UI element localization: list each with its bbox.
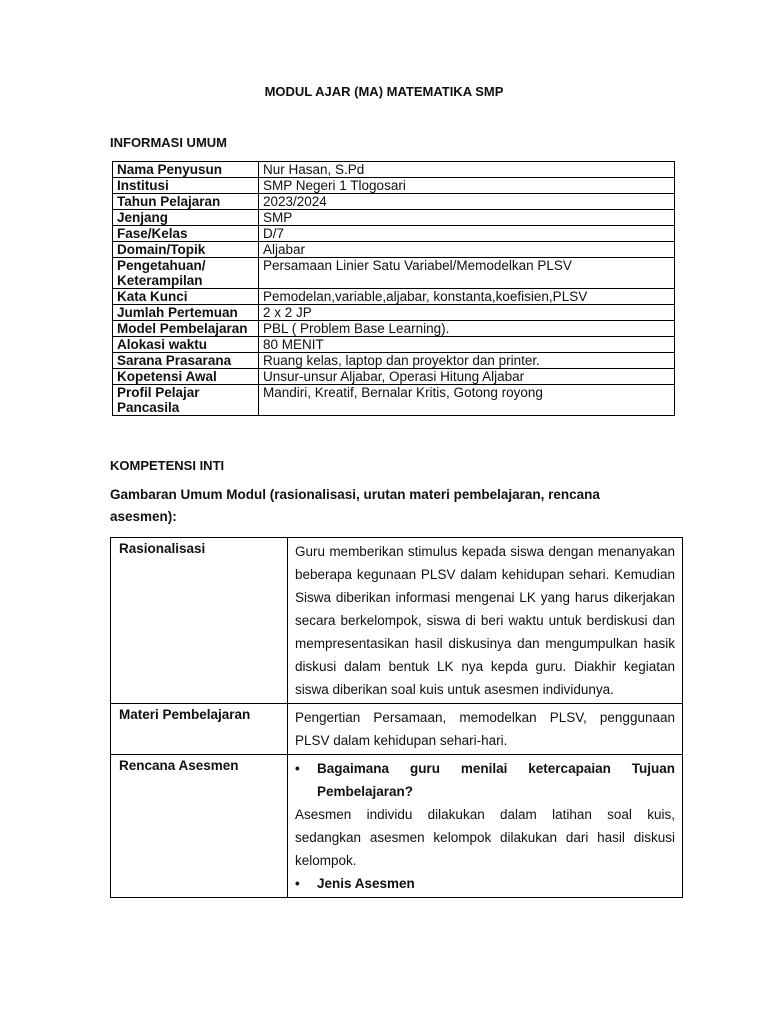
materi-text: Pengertian Persamaan, memodelkan PLSV, penggunaan PLSV dalam kehidupan sehari-hari. (288, 704, 683, 755)
kompetensi-inti-heading: KOMPETENSI INTI (110, 458, 225, 473)
materi-row (111, 704, 683, 755)
info-label: Profil Pelajar Pancasila (113, 385, 259, 416)
kompetensi-inti-table (110, 537, 683, 898)
rencana-asesmen-row (111, 755, 683, 898)
info-row (113, 258, 675, 289)
info-label: Alokasi waktu (113, 337, 259, 353)
info-label: Institusi (113, 178, 259, 194)
bullet-question-line1: Bagaimana guru menilai ketercapaian Tujuan (317, 761, 675, 776)
info-label: Pengetahuan/ Keterampilan (113, 258, 259, 289)
info-label: Domain/Topik (113, 242, 259, 258)
info-row (113, 369, 675, 385)
info-value: Mandiri, Kreatif, Bernalar Kritis, Gotong royong (259, 385, 675, 416)
informasi-umum-table (112, 161, 675, 416)
info-label: Model Pembelajaran (113, 321, 259, 337)
info-value: Aljabar (259, 242, 675, 258)
info-row (113, 162, 675, 178)
jenis-asesmen-text: Jenis Asesmen (317, 876, 415, 891)
info-value: Unsur-unsur Aljabar, Operasi Hitung Aljabar (259, 369, 675, 385)
bullet-item (295, 757, 675, 780)
rencana-asesmen-text: Asesmen individu dilakukan dalam latihan soal kuis, sedangkan asesmen kelompok dilakukan dari hasil diskusi kelompok. (295, 807, 675, 868)
info-row (113, 289, 675, 305)
gambaran-umum-heading: Gambaran Umum Modul (rasionalisasi, urutan materi pembelajaran, rencana asesmen): (110, 487, 600, 524)
info-row (113, 385, 675, 416)
info-label: Kata Kunci (113, 289, 259, 305)
info-value: 80 MENIT (259, 337, 675, 353)
info-value: 2 x 2 JP (259, 305, 675, 321)
bullet-icon: • (295, 761, 300, 776)
rasionalisasi-row (111, 538, 683, 704)
info-label: Tahun Pelajaran (113, 194, 259, 210)
info-label: Nama Penyusun (113, 162, 259, 178)
info-label: Fase/Kelas (113, 226, 259, 242)
info-label: Jenjang (113, 210, 259, 226)
info-row (113, 337, 675, 353)
materi-label: Materi Pembelajaran (111, 704, 288, 755)
info-row (113, 210, 675, 226)
info-label: Kopetensi Awal (113, 369, 259, 385)
rasionalisasi-text: Guru memberikan stimulus kepada siswa dengan menanyakan beberapa kegunaan PLSV dalam kehidupan sehari. Kemudian Siswa diberikan informasi mengenai LK yang harus dikerjakan secara berkelompok, siswa di beri waktu untuk berdiskusi dan mempresentasikan hasil diskusinya dan mengumpulkan hasik diskusi dalam bentuk LK nya kepda guru. Diakhir kegiatan siswa diberikan soal kuis untuk asesmen individunya. (288, 538, 683, 704)
info-label: Jumlah Pertemuan (113, 305, 259, 321)
info-label: Sarana Prasarana (113, 353, 259, 369)
info-value: Pemodelan,variable,aljabar, konstanta,koefisien,PLSV (259, 289, 675, 305)
info-value: SMP Negeri 1 Tlogosari (259, 178, 675, 194)
info-row (113, 242, 675, 258)
info-value: Ruang kelas, laptop dan proyektor dan printer. (259, 353, 675, 369)
info-row (113, 226, 675, 242)
rencana-asesmen-content (288, 755, 683, 898)
info-value: PBL ( Problem Base Learning). (259, 321, 675, 337)
bullet-question-line2: Pembelajaran? (317, 784, 414, 799)
info-value: Persamaan Linier Satu Variabel/Memodelkan PLSV (259, 258, 675, 289)
page-title: MODUL AJAR (MA) MATEMATIKA SMP (264, 84, 504, 99)
info-row (113, 305, 675, 321)
info-value: D/7 (259, 226, 675, 242)
info-value: 2023/2024 (259, 194, 675, 210)
rasionalisasi-label: Rasionalisasi (111, 538, 288, 704)
info-row (113, 194, 675, 210)
info-value: SMP (259, 210, 675, 226)
info-row (113, 353, 675, 369)
bullet-item (295, 872, 675, 895)
bullet-icon: • (295, 876, 300, 891)
rencana-asesmen-label: Rencana Asesmen (111, 755, 288, 898)
info-value: Nur Hasan, S.Pd (259, 162, 675, 178)
informasi-umum-heading: INFORMASI UMUM (110, 135, 227, 150)
info-row (113, 178, 675, 194)
info-row (113, 321, 675, 337)
